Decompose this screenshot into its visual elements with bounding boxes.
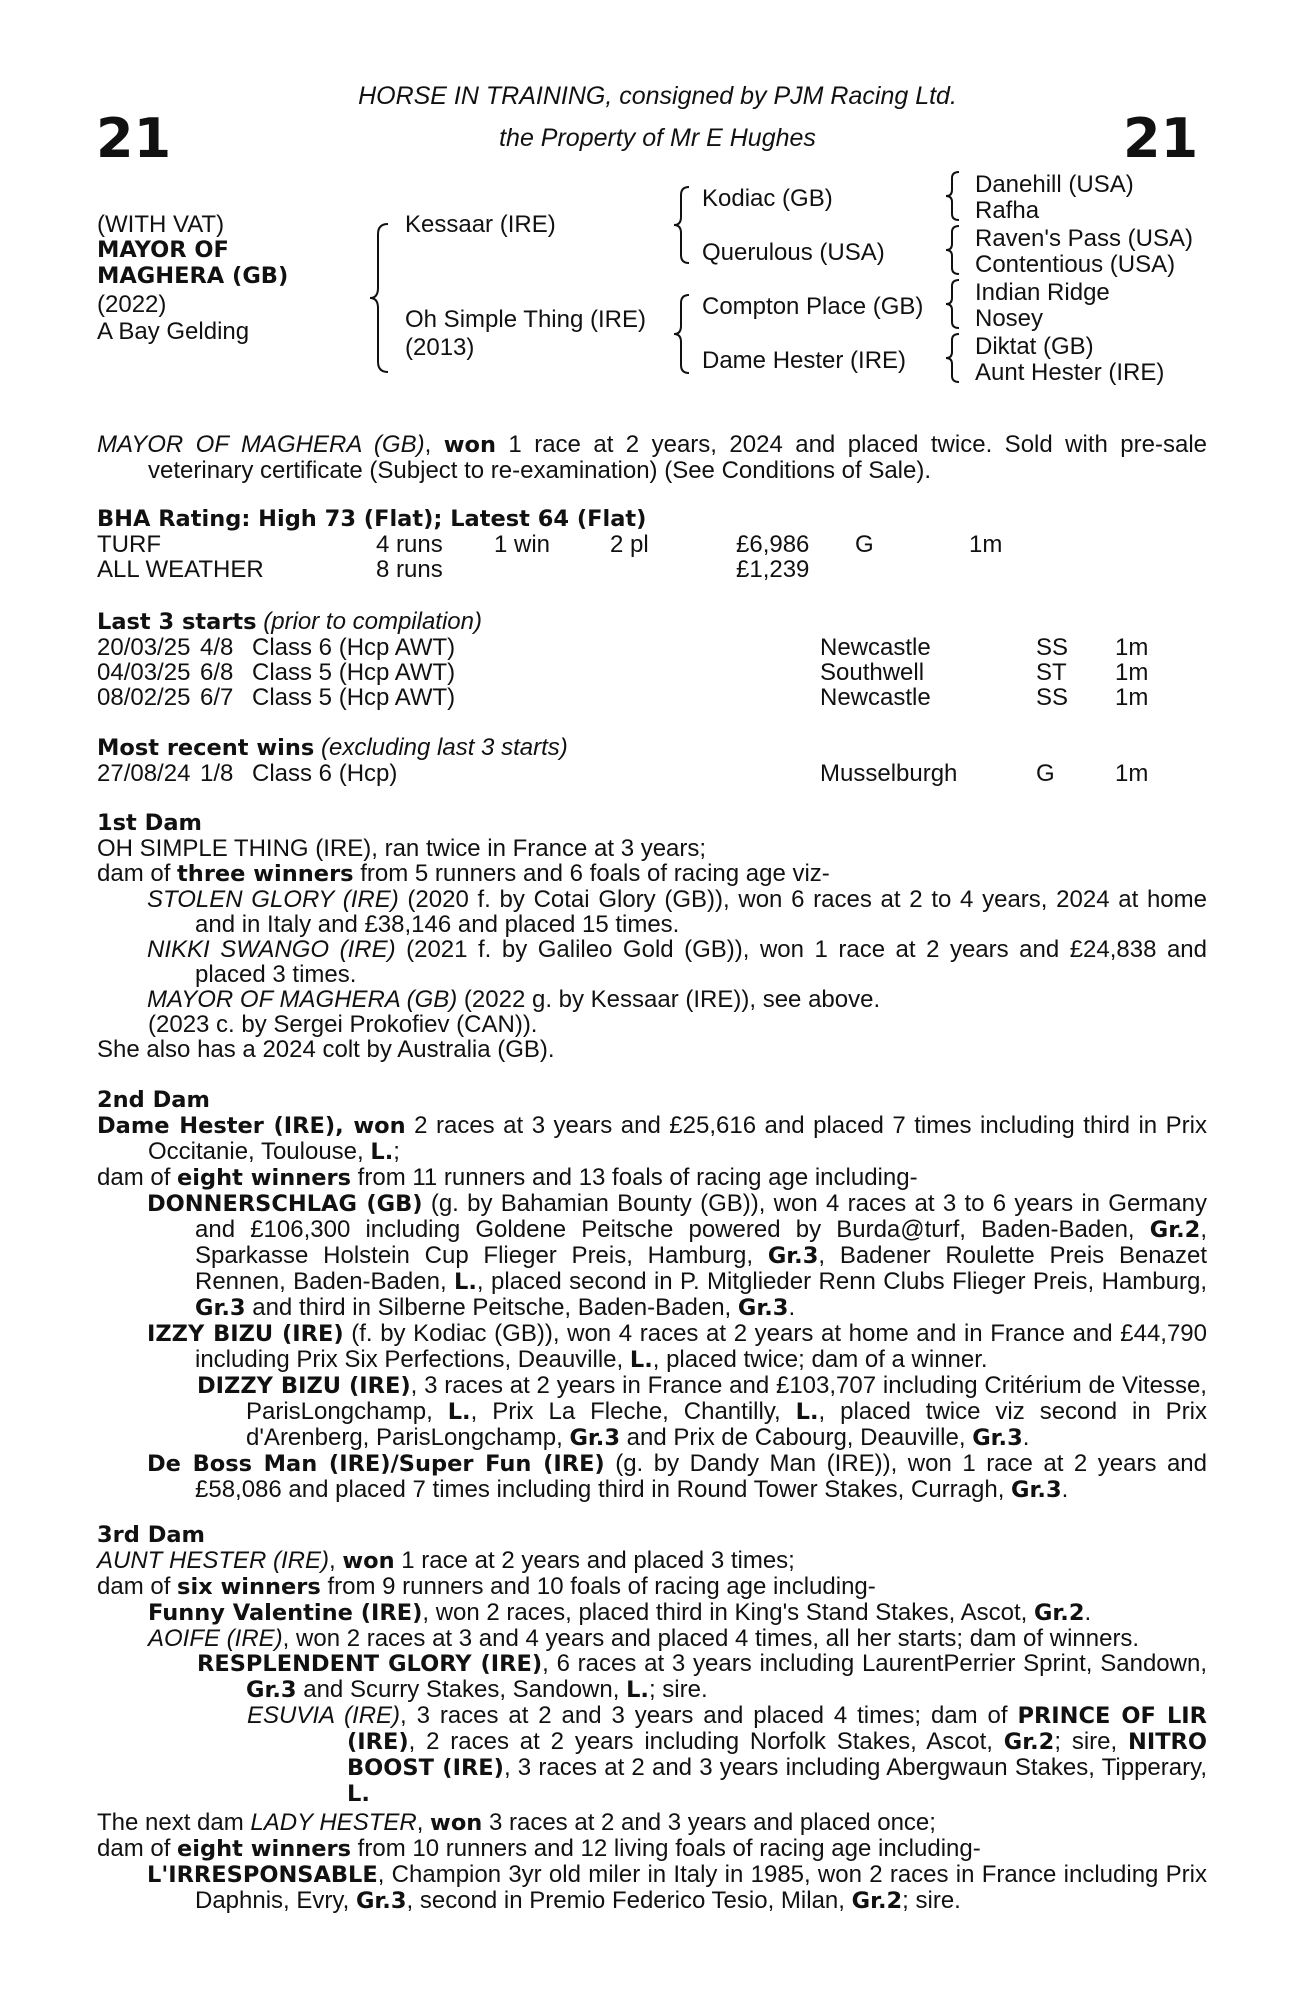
record-runs: 8 runs (376, 556, 443, 583)
lot-number-right: 21 (1123, 107, 1199, 170)
offspring-entry (97, 1600, 1207, 1626)
bha-rating-heading: BHA Rating: High 73 (Flat); Latest 64 (Flat) (97, 506, 647, 532)
recent-wins-note: (excluding last 3 starts) (314, 734, 568, 761)
text: , placed twice; dam of a winner. (652, 1346, 988, 1373)
winners-count: eight winners (177, 1165, 352, 1191)
pedigree-sdd: Contentious (USA) (975, 251, 1176, 278)
rating-section (97, 507, 1207, 582)
vat-label: (WITH VAT) (97, 211, 225, 238)
offspring-text: (2020 f. by Cotai Glory (GB)), won 6 races at 2 to 4 years, 2024 at home and in Italy and £38,146 and placed 15 times. (195, 886, 1207, 938)
offspring-entry (97, 1626, 1207, 1651)
grade: Gr.3 (972, 1425, 1023, 1451)
text: , placed second in P. Mitglieder Renn Clubs Flieger Preis, Hamburg, (476, 1268, 1207, 1295)
start-course: Newcastle (820, 634, 931, 661)
pedigree-dsd: Nosey (975, 305, 1044, 332)
text: , 6 races at 3 years including LaurentPerrier Sprint, Sandown, (542, 1650, 1207, 1677)
text: and Prix de Cabourg, Deauville, (620, 1424, 973, 1451)
third-dam-heading: 3rd Dam (97, 1522, 205, 1548)
grade: Gr.3 (737, 1295, 789, 1321)
start-distance: 1m (1115, 684, 1149, 711)
win-class: Class 6 (Hcp) (252, 760, 398, 787)
horse-name-line1: MAYOR OF (97, 237, 229, 263)
offspring-name: AOIFE (IRE) (148, 1625, 283, 1652)
text: (g. by Bahamian Bounty (GB)), won 4 races at 3 to 6 years in Germany and £106,300 including Goldene Peitsche powered by Burda@turf, Baden-Baden, (195, 1190, 1207, 1243)
pedigree-dam-year: (2013) (405, 334, 475, 361)
offspring-name: PRINCE OF LIR (IRE) (347, 1703, 1207, 1755)
text: dam of (97, 1573, 178, 1600)
pedigree-sire-sire: Kodiac (GB) (702, 185, 833, 212)
offspring-name: IZZY BIZU (IRE) (147, 1321, 344, 1347)
won: won (430, 1810, 483, 1836)
text: . (1061, 1476, 1069, 1503)
start-class: Class 5 (Hcp AWT) (252, 684, 456, 711)
offspring-name: STOLEN GLORY (IRE) (147, 886, 399, 913)
offspring-name: Funny Valentine (IRE) (148, 1600, 423, 1626)
grade: L. (347, 1781, 370, 1807)
horse-description: A Bay Gelding (97, 318, 250, 345)
pedigree-ddd: Aunt Hester (IRE) (975, 359, 1165, 386)
grand-offspring-entry (97, 1373, 1207, 1451)
offspring-entry (97, 1191, 1207, 1321)
text: . (788, 1294, 796, 1321)
first-dam-line: OH SIMPLE THING (IRE), ran twice in France at 3 years; (97, 835, 707, 862)
win-distance: 1m (1115, 760, 1149, 787)
pedigree-brace-sire (672, 185, 692, 265)
pedigree-brace-dam (672, 293, 692, 375)
second-dam-produce (97, 1165, 1207, 1191)
horse-name-line2: MAGHERA (GB) (97, 263, 289, 289)
win-course: Musselburgh (820, 760, 958, 787)
winners-count: eight winners (177, 1836, 352, 1862)
text: dam of (97, 860, 178, 887)
pedigree-dam-dam: Dame Hester (IRE) (702, 347, 907, 374)
dam-name: LADY HESTER (250, 1809, 417, 1836)
offspring-entry (97, 1862, 1207, 1914)
text: The next dam (97, 1809, 251, 1836)
text: . (1022, 1424, 1030, 1451)
start-going: ST (1036, 659, 1067, 686)
grade: Gr.3 (767, 1243, 819, 1269)
start-position: 4/8 (200, 634, 234, 661)
winners-count: three winners (177, 861, 354, 887)
property-line: the Property of Mr E Hughes (499, 124, 816, 152)
win-going: G (1036, 760, 1055, 787)
pedigree-brace-main (368, 222, 392, 374)
record-runs: 4 runs (376, 531, 443, 558)
pedigree-brace-ss (944, 170, 962, 222)
start-row (97, 660, 1207, 685)
text: ; (393, 1138, 400, 1165)
grade: L. (795, 1399, 819, 1425)
start-position: 6/8 (200, 659, 234, 686)
last-starts-section (97, 609, 1207, 710)
offspring-entry (97, 1451, 1207, 1503)
text: . (1084, 1599, 1092, 1626)
text: from 10 runners and 12 living foals of racing age including- (351, 1835, 981, 1862)
offspring-name: De Boss Man (IRE)/Super Fun (IRE) (147, 1451, 605, 1477)
recent-wins-heading: Most recent wins (97, 735, 315, 761)
next-dam-produce (97, 1836, 1207, 1862)
text: from 9 runners and 10 foals of racing age including- (320, 1573, 876, 1600)
offspring-text: (2022 g. by Kessaar (IRE)), see above. (457, 986, 881, 1013)
start-position: 6/7 (200, 684, 234, 711)
grade: Gr.3 (569, 1425, 620, 1451)
text: , won 2 races, placed third in King's Stand Stakes, Ascot, (422, 1599, 1034, 1626)
start-distance: 1m (1115, 634, 1149, 661)
start-course: Newcastle (820, 684, 931, 711)
grade: L. (629, 1347, 653, 1373)
offspring-name: DONNERSCHLAG (GB) (147, 1191, 423, 1217)
text: ; sire. (902, 1887, 961, 1914)
summary: MAYOR OF MAGHERA (GB), won 1 race at 2 years, 2024 and placed twice. Sold with pre-sale veterinary certificate (Subject to re-examination) (See Conditions of Sale). (97, 431, 1207, 484)
start-row (97, 635, 1207, 660)
grand-offspring-entry (97, 1703, 1207, 1807)
grade: Gr.3 (355, 1888, 407, 1914)
last-starts-note: (prior to compilation) (256, 608, 482, 635)
first-dam-produce (97, 861, 1207, 887)
summary-text: 1 race at 2 years, 2024 and placed twice. Sold with pre-sale veterinary certificate (Subject to re-examination) (See Conditions of Sale). (148, 431, 1207, 484)
offspring-name: NIKKI SWANGO (IRE) (147, 936, 396, 963)
first-dam-section (97, 811, 1207, 1062)
text: , 3 races at 2 and 3 years and placed 4 times; dam of (400, 1702, 1018, 1729)
text: and third in Silberne Peitsche, Baden-Baden, (245, 1294, 738, 1321)
grade: Gr.3 (246, 1677, 297, 1703)
grade: Gr.3 (195, 1295, 246, 1321)
last-starts-heading: Last 3 starts (97, 609, 257, 635)
pedigree-ssd: Rafha (975, 197, 1040, 224)
third-dam-produce (97, 1574, 1207, 1600)
record-wins: 1 win (494, 531, 551, 558)
dam-name: AUNT HESTER (IRE) (97, 1547, 330, 1574)
text: 2 races at 3 years and £25,616 and placed 7 times including third in Prix Occitanie, Toulouse, (148, 1112, 1207, 1165)
pedigree-sss: Danehill (USA) (975, 171, 1134, 198)
dam-name: Dame Hester (IRE), won (97, 1113, 406, 1139)
text: , Champion 3yr old miler in Italy in 1985, won 2 races in France including Prix Daphnis, Evry, (195, 1861, 1207, 1914)
grade: L. (626, 1677, 649, 1703)
offspring-entry (97, 887, 1207, 937)
grade: L. (447, 1399, 471, 1425)
pedigree-brace-ds (944, 278, 962, 330)
offspring-entry: (2023 c. by Sergei Prokofiev (CAN)). (148, 1011, 538, 1038)
grade: Gr.2 (1149, 1217, 1201, 1243)
text: from 5 runners and 6 foals of racing age viz- (353, 860, 830, 887)
grade: L. (454, 1269, 477, 1295)
text: , (416, 1809, 431, 1836)
text: , second in Premio Federico Tesio, Milan, (406, 1887, 852, 1914)
record-prize: £6,986 (736, 531, 810, 558)
offspring-name: ESUVIA (IRE) (247, 1702, 401, 1729)
start-row (97, 685, 1207, 710)
grade: Gr.2 (1003, 1729, 1055, 1755)
text: 1 race at 2 years and placed 3 times; (394, 1547, 795, 1574)
text: , Prix La Fleche, Chantilly, (470, 1398, 796, 1425)
start-class: Class 5 (Hcp AWT) (252, 659, 456, 686)
offspring-name: RESPLENDENT GLORY (IRE) (197, 1651, 543, 1677)
grade: L. (370, 1139, 394, 1165)
start-going: SS (1036, 684, 1069, 711)
grade: Gr.2 (1033, 1600, 1085, 1626)
text: , Sparkasse Holstein Cup Flieger Preis, Hamburg, (195, 1216, 1207, 1269)
text: , 3 races at 2 and 3 years including Abergwaun Stakes, Tipperary, (503, 1754, 1207, 1781)
grand-offspring-entry (97, 1651, 1207, 1703)
pedigree-sire-dam: Querulous (USA) (702, 239, 885, 266)
won: won (342, 1548, 395, 1574)
record-prize: £1,239 (736, 556, 810, 583)
start-class: Class 6 (Hcp AWT) (252, 634, 456, 661)
win-row (97, 761, 1207, 786)
third-dam-line (97, 1548, 1207, 1574)
text: from 11 runners and 13 foals of racing age including- (351, 1164, 918, 1191)
offspring-name: L'IRRESPONSABLE (147, 1862, 378, 1888)
text: dam of (97, 1164, 178, 1191)
grade: Gr.2 (851, 1888, 903, 1914)
next-dam-section (97, 1810, 1207, 1914)
offspring-entry (97, 1321, 1207, 1373)
text: , (329, 1547, 343, 1574)
win-date: 27/08/24 (97, 760, 191, 787)
summary-won: won (443, 432, 496, 458)
pedigree-dds: Diktat (GB) (975, 333, 1094, 360)
second-dam-section (97, 1088, 1207, 1503)
record-row-turf (97, 532, 1207, 557)
winners-count: six winners (177, 1574, 321, 1600)
horse-year: (2022) (97, 291, 167, 318)
text: , won 2 races at 3 and 4 years and placed 4 times, all her starts; dam of winners. (282, 1625, 1140, 1652)
offspring-name: MAYOR OF MAGHERA (GB) (147, 986, 458, 1013)
record-placed: 2 pl (610, 531, 649, 558)
record-surface: TURF (97, 531, 161, 558)
offspring-entry (97, 937, 1207, 987)
pedigree-sire: Kessaar (IRE) (405, 211, 556, 238)
lot-number-left: 21 (96, 107, 172, 170)
offspring-name: DIZZY BIZU (IRE) (197, 1373, 411, 1399)
start-date: 04/03/25 (97, 659, 191, 686)
first-dam-heading: 1st Dam (97, 810, 202, 836)
pedigree-brace-dd (944, 332, 962, 384)
start-course: Southwell (820, 659, 925, 686)
grade: Gr.3 (1011, 1477, 1062, 1503)
record-surface: ALL WEATHER (97, 556, 264, 583)
second-dam-line (97, 1113, 1207, 1165)
text: , 2 races at 2 years including Norfolk Stakes, Ascot, (408, 1728, 1004, 1755)
pedigree-brace-sd (944, 224, 962, 276)
pedigree-sds: Raven's Pass (USA) (975, 225, 1193, 252)
offspring-entry (97, 987, 1207, 1012)
consignor-line: HORSE IN TRAINING, consigned by PJM Racing Ltd. (358, 82, 957, 110)
text: 3 races at 2 and 3 years and placed once; (482, 1809, 936, 1836)
text: , placed twice viz second in Prix d'Arenberg, ParisLongchamp, (246, 1398, 1207, 1451)
record-going: G (855, 531, 874, 558)
start-going: SS (1036, 634, 1069, 661)
pedigree-dam: Oh Simple Thing (IRE) (405, 306, 646, 333)
third-dam-section (97, 1523, 1207, 1807)
start-distance: 1m (1115, 659, 1149, 686)
first-dam-note: She also has a 2024 colt by Australia (GB). (97, 1036, 555, 1063)
recent-wins-section (97, 735, 1207, 786)
text: , Badener Roulette Preis Benazet Rennen, Baden-Baden, (195, 1242, 1208, 1295)
summary-horse-name: MAYOR OF MAGHERA (GB) (97, 431, 425, 458)
text: (f. by Kodiac (GB)), won 4 races at 2 years at home and in France and £44,790 including Prix Six Perfections, Deauville, (195, 1320, 1207, 1373)
record-distance: 1m (969, 531, 1003, 558)
start-date: 08/02/25 (97, 684, 191, 711)
text: and Scurry Stakes, Sandown, (296, 1676, 627, 1703)
text: , 3 races at 2 years in France and £103,707 including Critérium de Vitesse, ParisLongchamp, (246, 1372, 1207, 1425)
pedigree-dss: Indian Ridge (975, 279, 1110, 306)
text: ; sire, (1054, 1728, 1128, 1755)
text: ; sire. (648, 1676, 708, 1703)
offspring-name: NITRO BOOST (IRE) (347, 1729, 1208, 1781)
next-dam-line (97, 1810, 1207, 1836)
text: (g. by Dandy Man (IRE)), won 1 race at 2 years and £58,086 and placed 7 times including third in Round Tower Stakes, Curragh, (195, 1450, 1207, 1503)
text: dam of (97, 1835, 178, 1862)
win-position: 1/8 (200, 760, 234, 787)
second-dam-heading: 2nd Dam (97, 1087, 210, 1113)
start-date: 20/03/25 (97, 634, 191, 661)
pedigree-dam-sire: Compton Place (GB) (702, 293, 924, 320)
record-row-aw (97, 557, 1207, 582)
offspring-text: (2021 f. by Galileo Gold (GB)), won 1 race at 2 years and £24,838 and placed 3 times. (195, 936, 1207, 988)
